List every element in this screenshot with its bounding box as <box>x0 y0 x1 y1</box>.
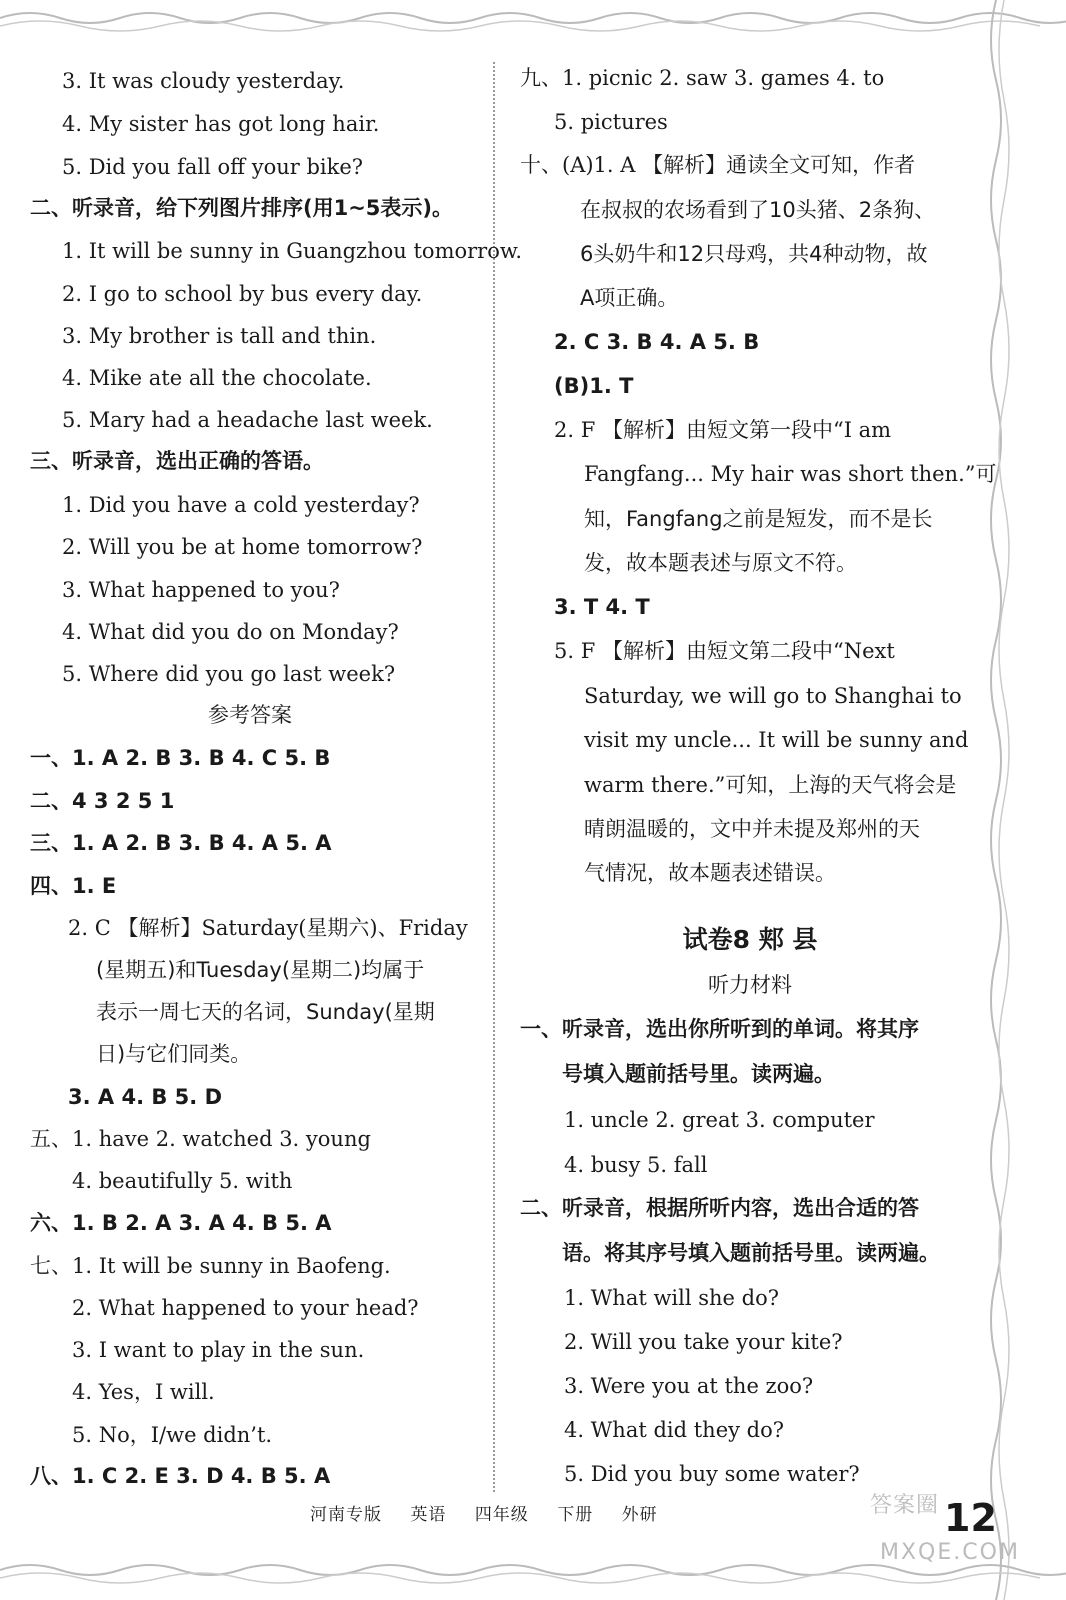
answer-section-7-item-4: 4. Yes，I will. <box>72 1380 215 1404</box>
answer-10b-5-line-5: 晴朗温暖的，文中并未提及郑州的天 <box>584 817 920 841</box>
answer-10b-2-line-4: 发，故本题表述与原文不符。 <box>584 551 857 575</box>
section-2-item-3: 3. My brother is tall and thin. <box>62 324 377 348</box>
answer-section-7-item-1: 七、1. It will be sunny in Baofeng. <box>30 1254 391 1278</box>
section-3-item-5: 5. Where did you go last week? <box>62 662 396 686</box>
footer-publisher: 外研 <box>621 1505 658 1525</box>
section-3-item-4: 4. What did you do on Monday? <box>62 620 399 644</box>
footer-volume: 下册 <box>557 1505 594 1525</box>
answer-4-rest: 3. A 4. B 5. D <box>68 1085 223 1109</box>
answer-section-2: 二、4 3 2 5 1 <box>30 789 175 813</box>
listening-line-5: 5. Did you fall off your bike? <box>62 155 364 179</box>
test-section-1-words-1: 1. uncle 2. great 3. computer <box>564 1108 875 1132</box>
section-3-item-2: 2. Will you be at home tomorrow? <box>62 535 423 559</box>
answer-section-7-item-2: 2. What happened to your head? <box>72 1296 419 1320</box>
page-number: 12 <box>944 1496 997 1540</box>
footer-subject: 英语 <box>410 1505 447 1525</box>
answer-10b-3-4: 3. T 4. T <box>554 595 650 619</box>
test-section-2-item-4: 4. What did they do? <box>564 1418 785 1442</box>
answer-10b-5-line-6: 气情况，故本题表述错误。 <box>584 861 836 885</box>
test-section-1-title-line-2: 号填入题前括号里。读两遍。 <box>562 1062 835 1086</box>
right-border-decoration <box>986 0 1066 1600</box>
answer-4-2-line-3: 表示一周七天的名词，Sunday(星期 <box>96 1000 435 1024</box>
footer-grade: 四年级 <box>474 1505 529 1525</box>
answer-section-9: 九、1. picnic 2. saw 3. games 4. to <box>520 66 885 90</box>
answer-10b-5-line-1: 5. F 【解析】由短文第二段中“Next <box>554 639 895 663</box>
answer-10a-line-1: 十、(A)1. A 【解析】通读全文可知，作者 <box>520 153 916 177</box>
section-2-item-4: 4. Mike ate all the chocolate. <box>62 366 372 390</box>
footer-edition: 河南专版 <box>310 1505 382 1525</box>
test-section-1-title-line-1: 一、听录音，选出你所听到的单词。将其序 <box>520 1017 919 1041</box>
answer-section-4: 四、1. E <box>30 874 117 898</box>
page-footer <box>310 1500 680 1525</box>
answer-10a-line-2: 在叔叔的农场看到了10头猪、2条狗、 <box>580 198 936 222</box>
section-2-item-2: 2. I go to school by bus every day. <box>62 282 423 306</box>
test-section-2-item-1: 1. What will she do? <box>564 1286 780 1310</box>
section-2-item-5: 5. Mary had a headache last week. <box>62 408 433 432</box>
section-2-title: 二、听录音，给下列图片排序(用1~5表示)。 <box>30 196 454 220</box>
answer-4-2-line-2: (星期五)和Tuesday(星期二)均属于 <box>96 958 425 982</box>
answer-section-6: 六、1. B 2. A 3. A 4. B 5. A <box>30 1211 332 1235</box>
test-section-1-words-2: 4. busy 5. fall <box>564 1153 708 1177</box>
answer-10b-2-line-3: 知，Fangfang之前是短发，而不是长 <box>584 507 933 531</box>
answer-10b-item-1: (B)1. T <box>554 374 634 398</box>
watermark-url: MXQE.COM <box>880 1540 1020 1565</box>
test-section-2-item-5: 5. Did you buy some water? <box>564 1462 860 1486</box>
section-2-item-1: 1. It will be sunny in Guangzhou tomorrow. <box>62 239 523 263</box>
answer-10a-rest: 2. C 3. B 4. A 5. B <box>554 330 760 354</box>
section-3-title: 三、听录音，选出正确的答语。 <box>30 449 324 473</box>
answer-section-7-item-3: 3. I want to play in the sun. <box>72 1338 365 1362</box>
answer-section-8: 八、1. C 2. E 3. D 4. B 5. A <box>30 1464 331 1488</box>
answer-section-5: 五、1. have 2. watched 3. young <box>30 1127 371 1151</box>
answer-section-9-cont: 5. pictures <box>554 110 668 134</box>
answer-10a-line-4: A项正确。 <box>580 286 679 310</box>
test-section-2-title-line-1: 二、听录音，根据所听内容，选出合适的答 <box>520 1196 919 1220</box>
answer-section-5-cont: 4. beautifully 5. with <box>72 1169 293 1193</box>
answer-10b-2-line-1: 2. F 【解析】由短文第一段中“I am <box>554 418 892 442</box>
test-section-2-title-line-2: 语。将其序号填入题前括号里。读两遍。 <box>562 1241 940 1265</box>
answer-section-3: 三、1. A 2. B 3. B 4. A 5. A <box>30 831 332 855</box>
test-section-2-item-2: 2. Will you take your kite? <box>564 1330 843 1354</box>
top-border-decoration <box>0 0 1066 40</box>
column-divider <box>493 62 495 1492</box>
answer-4-2-line-1: 2. C 【解析】Saturday(星期六)、Friday <box>68 916 468 940</box>
answer-10b-2-line-2: Fangfang... My hair was short then.”可 <box>584 462 997 486</box>
answer-10b-5-line-2: Saturday, we will go to Shanghai to <box>584 684 962 708</box>
test-section-2-item-3: 3. Were you at the zoo? <box>564 1374 814 1398</box>
listening-line-3: 3. It was cloudy yesterday. <box>62 69 345 93</box>
answers-heading: 参考答案 <box>208 703 292 727</box>
section-3-item-1: 1. Did you have a cold yesterday? <box>62 493 420 517</box>
answer-10b-5-line-3: visit my uncle... It will be sunny and <box>584 728 969 752</box>
answer-section-1: 一、1. A 2. B 3. B 4. C 5. B <box>30 746 331 770</box>
watermark-logo-text: 答案圈 <box>870 1493 940 1518</box>
section-3-item-3: 3. What happened to you? <box>62 578 340 602</box>
listening-line-4: 4. My sister has got long hair. <box>62 112 380 136</box>
answer-10b-5-line-4: warm there.”可知，上海的天气将会是 <box>584 773 957 797</box>
listening-material-heading: 听力材料 <box>708 973 792 997</box>
test-paper-title: 试卷8 郏 县 <box>682 925 818 954</box>
answer-4-2-line-4: 日)与它们同类。 <box>96 1042 252 1066</box>
answer-10a-line-3: 6头奶牛和12只母鸡，共4种动物，故 <box>580 242 928 266</box>
answer-section-7-item-5: 5. No，I/we didn’t. <box>72 1423 273 1447</box>
